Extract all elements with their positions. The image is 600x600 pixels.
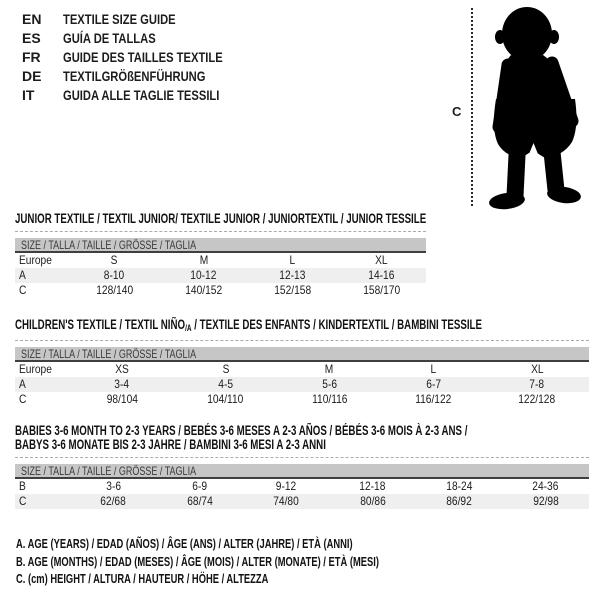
table-cell: 86/92: [446, 494, 473, 508]
language-code: DE: [22, 68, 42, 84]
size-header-bar: SIZE / TALLA / TAILLE / GRÖSSE / TAGLIA: [15, 464, 589, 479]
row-label: Europe: [19, 253, 52, 267]
table-cell: 7-8: [529, 377, 545, 391]
section-junior-textile: [15, 212, 426, 298]
section-title: BABIES 3-6 MONTH TO 2-3 YEARS / BEBÉS 3-6 MESES A 2-3 AÑOS / BÉBÉS 3-6 MOIS À 2-3 ANS / BABYS 3-6 MONATE BIS 2-3 JAHRE / BAMBINI 3-6 MESI A 2-3 ANNI: [15, 423, 468, 452]
table-cell: 14-16: [368, 268, 395, 282]
table-cell: 152/158: [274, 283, 311, 297]
note-age-years: A. AGE (YEARS) / EDAD (AÑOS) / ÂGE (ANS) / ALTER (JAHRE) / ETÀ (ANNI): [16, 536, 353, 551]
table-cell: XS: [115, 362, 129, 376]
babies-size-table: [15, 457, 589, 509]
note-height-cm: C. (cm) HEIGHT / ALTURA / HAUTEUR / HÖHE / ALTEZZA: [16, 571, 269, 586]
row-label: Europe: [19, 362, 52, 376]
row-label: A: [19, 268, 26, 282]
table-cell: 24-36: [532, 479, 559, 493]
section-title: CHILDREN'S TEXTILE / TEXTIL $NIÑO_{/A}$ / TEXTILE DES ENFANTS / KINDERTEXTIL / BAMBINI TESSILE: [15, 317, 482, 333]
legend-notes: [16, 535, 520, 588]
guide-title: TEXTILGRÖßENFÜHRUNG: [63, 68, 206, 84]
size-header-bar: SIZE / TALLA / TAILLE / GRÖSSE / TAGLIA: [15, 347, 589, 362]
size-header-bar: SIZE / TALLA / TAILLE / GRÖSSE / TAGLIA: [15, 238, 426, 253]
row-label: A: [19, 377, 26, 391]
language-row: [22, 86, 263, 105]
language-code: FR: [22, 49, 41, 65]
guide-title: GUIDA ALLE TAGLIE TESSILI: [63, 87, 220, 103]
language-row: [22, 48, 263, 67]
table-cell: 116/122: [415, 392, 452, 406]
guide-title: GUÍA DE TALLAS: [63, 30, 156, 46]
table-cell: 6-9: [192, 479, 208, 493]
row-label: B: [19, 479, 26, 493]
table-cell: 8-10: [104, 268, 125, 282]
table-cell: 5-6: [322, 377, 337, 391]
table-cell: 62/68: [100, 494, 127, 508]
table-rows: [15, 362, 589, 407]
row-label: C: [19, 283, 27, 297]
table-row: [15, 392, 589, 407]
table-row: [15, 268, 426, 283]
table-cell: 98/104: [106, 392, 138, 406]
table-cell: 104/110: [207, 392, 244, 406]
table-cell: XL: [375, 253, 388, 267]
table-cell: 122/128: [518, 392, 556, 406]
table-cell: 3-4: [114, 377, 130, 391]
row-label: C: [19, 392, 27, 406]
height-measure-dotted-line: [471, 8, 473, 206]
table-row: [15, 362, 589, 377]
table-cell: 92/98: [532, 494, 559, 508]
table-cell: L: [289, 253, 296, 267]
language-code: EN: [22, 11, 42, 27]
table-cell: 80/86: [359, 494, 386, 508]
language-row: [22, 10, 263, 29]
baby-toddler-silhouette-icon: [479, 3, 596, 210]
height-marker-label: C: [452, 104, 462, 119]
table-cell: S: [222, 362, 230, 376]
language-title-list: [22, 10, 263, 105]
table-cell: 74/80: [273, 494, 300, 508]
junior-size-table: [15, 231, 426, 298]
table-cell: 110/116: [311, 392, 348, 406]
table-cell: 12-18: [359, 479, 386, 493]
table-row: [15, 479, 589, 494]
table-cell: 68/74: [186, 494, 213, 508]
table-cell: 12-13: [279, 268, 306, 282]
table-cell: 4-5: [218, 377, 234, 391]
table-cell: M: [325, 362, 334, 376]
table-cell: 158/170: [363, 283, 400, 297]
guide-title: TEXTILE SIZE GUIDE: [63, 11, 176, 27]
table-cell: 18-24: [446, 479, 473, 493]
section-childrens-textile: [15, 318, 589, 407]
table-row: [15, 253, 426, 268]
table-row: [15, 377, 589, 392]
language-row: [22, 29, 263, 48]
table-cell: 10-12: [190, 268, 217, 282]
language-row: [22, 67, 263, 86]
table-cell: 9-12: [276, 479, 297, 493]
title-subscript: /A: [185, 323, 192, 333]
children-size-table: [15, 340, 589, 407]
table-cell: 128/140: [96, 283, 133, 297]
table-row: [15, 283, 426, 298]
table-cell: 6-7: [425, 377, 441, 391]
guide-title: GUIDE DES TAILLES TEXTILE: [63, 49, 223, 65]
language-code: ES: [22, 30, 41, 46]
section-title: JUNIOR TEXTILE / TEXTIL JUNIOR/ TEXTILE JUNIOR / JUNIORTEXTIL / JUNIOR TESSILE: [15, 211, 427, 226]
table-cell: 140/152: [185, 283, 222, 297]
table-rows: [15, 253, 426, 298]
row-label: C: [19, 494, 27, 508]
note-age-months: B. AGE (MONTHS) / EDAD (MESES) / ÂGE (MOIS) / ALTER (MONATE) / ETÀ (MESI): [16, 553, 379, 569]
table-cell: L: [430, 362, 437, 376]
table-cell: M: [199, 253, 208, 267]
language-code: IT: [22, 87, 35, 103]
section-babies-textile: [15, 424, 589, 509]
table-cell: 3-6: [105, 479, 121, 493]
table-rows: [15, 479, 589, 509]
table-cell: S: [111, 253, 118, 267]
table-row: [15, 494, 589, 509]
table-cell: XL: [530, 362, 544, 376]
